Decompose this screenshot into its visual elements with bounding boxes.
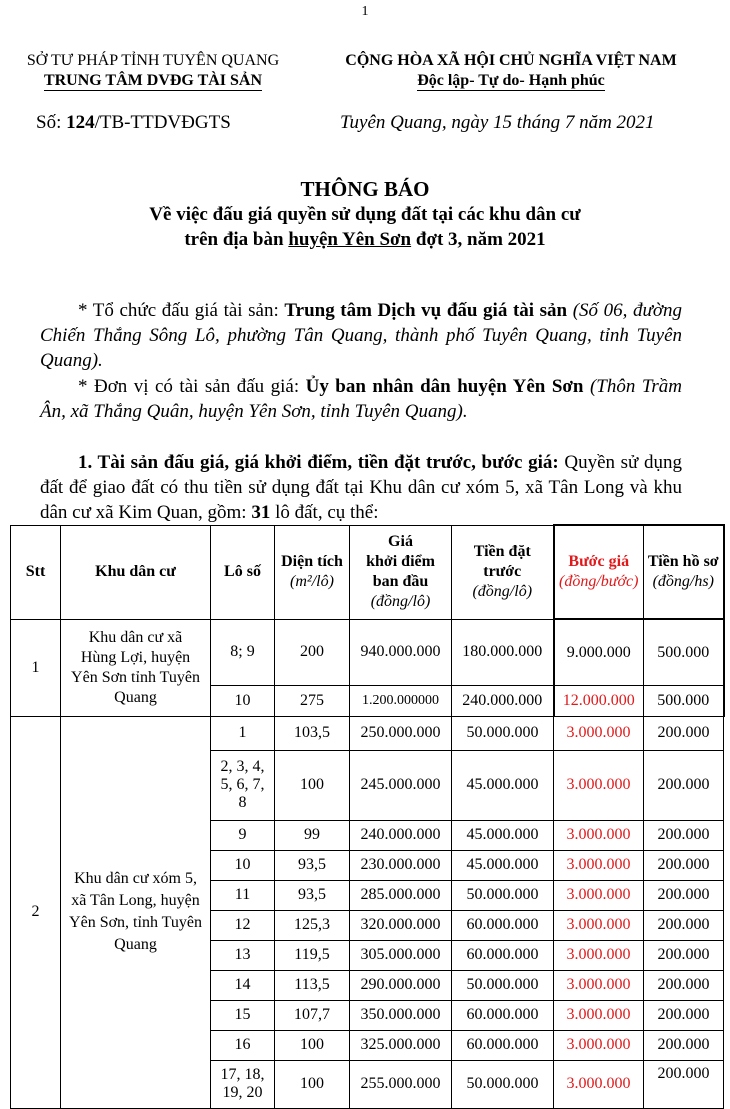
- table-cell: 2, 3, 4, 5, 6, 7, 8: [211, 750, 275, 820]
- table-cell: 200.000: [644, 880, 724, 910]
- table-cell: 305.000.000: [350, 940, 452, 970]
- document-subtitle-2: trên địa bàn huyện Yên Sơn đợt 3, năm 2021: [184, 229, 546, 250]
- table-cell: 8; 9: [211, 619, 275, 686]
- table-cell: 9: [211, 820, 275, 850]
- table-cell: 60.000.000: [452, 910, 554, 940]
- table-cell: 3.000.000: [554, 716, 644, 750]
- intro-asset-owner: * Đơn vị có tài sản đấu giá: Ủy ban nhân dân huyện Yên Sơn (Thôn Trầm Ân, xã Thắng Quân, huyện Yên Sơn, tỉnh Tuyên Quang).: [40, 376, 682, 422]
- table-cell: 45.000.000: [452, 820, 554, 850]
- table-cell: 100: [275, 1060, 350, 1108]
- table-cell: 50.000.000: [452, 970, 554, 1000]
- table-cell: 275: [275, 686, 350, 716]
- table-cell: 13: [211, 940, 275, 970]
- group-2-khu: Khu dân cư xóm 5, xã Tân Long, huyện Yên Sơn, tỉnh Tuyên Quang: [61, 716, 211, 1108]
- table-cell: 17, 18, 19, 20: [211, 1060, 275, 1108]
- table-cell: 250.000.000: [350, 716, 452, 750]
- table-cell: 119,5: [275, 940, 350, 970]
- table-cell: 10: [211, 850, 275, 880]
- group-1-khu: Khu dân cư xã Hùng Lợi, huyện Yên Sơn tỉnh Tuyên Quang: [61, 619, 211, 716]
- header-buoc-gia: Bước giá (đồng/bước): [554, 525, 644, 619]
- table-cell: 200.000: [644, 1030, 724, 1060]
- table-cell: 45.000.000: [452, 750, 554, 820]
- issuer-header: [18, 51, 288, 91]
- table-cell: 125,3: [275, 910, 350, 940]
- table-cell: 200.000: [644, 940, 724, 970]
- table-cell: 230.000.000: [350, 850, 452, 880]
- table-cell: 500.000: [644, 619, 724, 686]
- group-1-stt: 1: [11, 619, 61, 716]
- header-dien-tich: Diện tích (m²/lô): [275, 525, 350, 619]
- section-1-heading: 1. Tài sản đấu giá, giá khởi điểm, tiền đặt trước, bước giá: Quyền sử dụng đất để giao đất có thu tiền sử dụng đất tại Khu dân cư xóm 5, xã Tân Long và khu dân cư xã Kim Quan, gồm: 31 lô đất, cụ thể:: [40, 452, 682, 523]
- document-subtitle-1: Về việc đấu giá quyền sử dụng đất tại các khu dân cư: [149, 204, 581, 225]
- table-cell: 15: [211, 1000, 275, 1030]
- table-cell: 60.000.000: [452, 1030, 554, 1060]
- national-header: [325, 51, 697, 91]
- table-cell: 50.000.000: [452, 1060, 554, 1108]
- table-cell: 320.000.000: [350, 910, 452, 940]
- table-cell: 200.000: [644, 850, 724, 880]
- table-cell: 200.000: [644, 1000, 724, 1030]
- page-number: 1: [361, 4, 369, 19]
- table-cell: 290.000.000: [350, 970, 452, 1000]
- table-cell: 1: [211, 716, 275, 750]
- table-cell: 100: [275, 750, 350, 820]
- group-2-stt: 2: [11, 716, 61, 1108]
- table-cell: 285.000.000: [350, 880, 452, 910]
- table-cell: 240.000.000: [452, 686, 554, 716]
- table-cell: 99: [275, 820, 350, 850]
- header-tien-ho-so: Tiền hồ sơ (đồng/hs): [644, 525, 724, 619]
- header-khu-dan-cu: Khu dân cư: [61, 525, 211, 619]
- table-cell: 200.000: [644, 820, 724, 850]
- header-stt: Stt: [11, 525, 61, 619]
- asset-table: [10, 524, 725, 1109]
- table-cell: 60.000.000: [452, 940, 554, 970]
- table-cell: 245.000.000: [350, 750, 452, 820]
- table-cell: 93,5: [275, 850, 350, 880]
- table-cell: 200.000: [644, 970, 724, 1000]
- document-number: Số: 124/TB-TTDVĐGTS: [36, 112, 231, 133]
- intro-organizer: * Tổ chức đấu giá tài sản: Trung tâm Dịch vụ đấu giá tài sản (Số 06, đường Chiến Thắng Sông Lô, phường Tân Quang, thành phố Tuyên Quang, tỉnh Tuyên Quang).: [40, 300, 682, 371]
- issuer-department: SỞ TƯ PHÁP TỈNH TUYÊN QUANG: [26, 52, 280, 69]
- table-cell: 3.000.000: [554, 940, 644, 970]
- table-cell: 3.000.000: [554, 1060, 644, 1108]
- table-cell: 3.000.000: [554, 880, 644, 910]
- table-cell: 45.000.000: [452, 850, 554, 880]
- table-cell: 200.000: [644, 910, 724, 940]
- table-cell: 60.000.000: [452, 1000, 554, 1030]
- table-cell: 50.000.000: [452, 880, 554, 910]
- issuer-center: TRUNG TÂM DVĐG TÀI SẢN: [43, 72, 263, 89]
- document-date: Tuyên Quang, ngày 15 tháng 7 năm 2021: [340, 112, 655, 133]
- table-cell: 940.000.000: [350, 619, 452, 686]
- table-cell: 11: [211, 880, 275, 910]
- table-cell: 3.000.000: [554, 1030, 644, 1060]
- table-row: [11, 716, 724, 750]
- table-cell: 103,5: [275, 716, 350, 750]
- table-cell: 200: [275, 619, 350, 686]
- national-title: CỘNG HÒA XÃ HỘI CHỦ NGHĨA VIỆT NAM: [345, 52, 677, 69]
- table-cell: 200.000: [644, 750, 724, 820]
- table-cell: 10: [211, 686, 275, 716]
- table-cell: 113,5: [275, 970, 350, 1000]
- document-title-block: [0, 176, 730, 252]
- table-cell: 200.000: [644, 1060, 724, 1108]
- table-cell: 93,5: [275, 880, 350, 910]
- table-cell: 500.000: [644, 686, 724, 716]
- table-cell: 180.000.000: [452, 619, 554, 686]
- table-cell: 240.000.000: [350, 820, 452, 850]
- table-cell: 14: [211, 970, 275, 1000]
- document-title: THÔNG BÁO: [300, 177, 430, 201]
- table-cell: 200.000: [644, 716, 724, 750]
- table-cell: 107,7: [275, 1000, 350, 1030]
- table-cell: 3.000.000: [554, 820, 644, 850]
- table-cell: 3.000.000: [554, 1000, 644, 1030]
- national-motto: Độc lập- Tự do- Hạnh phúc: [417, 72, 605, 89]
- table-cell: 3.000.000: [554, 850, 644, 880]
- table-cell: 350.000.000: [350, 1000, 452, 1030]
- header-tien-dat-truoc: Tiền đặt trước (đồng/lô): [452, 525, 554, 619]
- table-cell: 3.000.000: [554, 750, 644, 820]
- table-cell: 325.000.000: [350, 1030, 452, 1060]
- table-cell: 1.200.000000: [350, 686, 452, 716]
- table-cell: 16: [211, 1030, 275, 1060]
- header-lo-so: Lô số: [211, 525, 275, 619]
- table-header-row: [11, 525, 724, 619]
- table-cell: 100: [275, 1030, 350, 1060]
- table-row: [11, 619, 724, 686]
- table-cell: 12.000.000: [554, 686, 644, 716]
- table-cell: 9.000.000: [554, 619, 644, 686]
- table-cell: 255.000.000: [350, 1060, 452, 1108]
- table-cell: 3.000.000: [554, 970, 644, 1000]
- table-cell: 50.000.000: [452, 716, 554, 750]
- table-cell: 12: [211, 910, 275, 940]
- header-gia-khoi-diem: Giá khởi điểm ban đầu (đồng/lô): [350, 525, 452, 619]
- table-cell: 3.000.000: [554, 910, 644, 940]
